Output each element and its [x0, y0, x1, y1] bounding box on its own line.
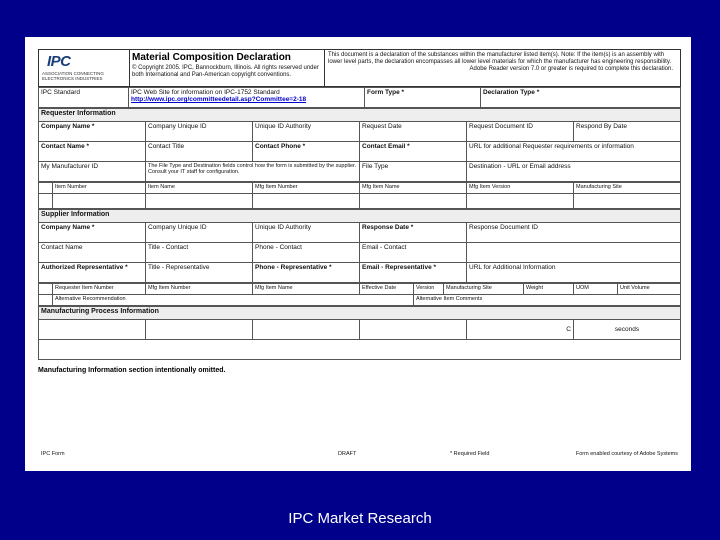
footer-adobe: Form enabled courtesy of Adobe Systems: [575, 451, 678, 457]
respond-by-date[interactable]: Respond By Date: [574, 122, 681, 142]
ipc-website-cell: [129, 88, 365, 108]
column-header: Requester Item Number: [53, 284, 146, 295]
mfg-process-field[interactable]: [360, 320, 467, 340]
requester-id-authority[interactable]: Unique ID Authority: [253, 122, 360, 142]
row-marker: [39, 194, 53, 209]
column-header: Weight: [524, 284, 574, 295]
form-title: Material Composition Declaration: [132, 52, 291, 63]
supplier-contact-name[interactable]: Contact Name: [39, 243, 146, 263]
declaration-form: [38, 49, 681, 374]
supplier-company-id[interactable]: Company Unique ID: [146, 223, 253, 243]
supplier-items-table: [38, 283, 681, 306]
manufacturing-site-input[interactable]: [574, 194, 681, 209]
supplier-id-authority[interactable]: Unique ID Authority: [253, 223, 360, 243]
representative-email[interactable]: Email - Representative *: [360, 263, 467, 283]
requester-table: [38, 108, 681, 182]
ipc-website-label: IPC Web Site for information on IPC-1752 Standard: [131, 89, 280, 96]
representative-phone[interactable]: Phone - Representative *: [253, 263, 360, 283]
requester-url[interactable]: URL for additional Requester requirements or information: [467, 142, 681, 162]
footer-draft: DRAFT: [338, 451, 357, 457]
mfg-item-name-input[interactable]: [360, 194, 467, 209]
requester-contact-name[interactable]: Contact Name *: [39, 142, 146, 162]
form-header: [38, 49, 681, 87]
requester-company-id[interactable]: Company Unique ID: [146, 122, 253, 142]
form-page: [25, 37, 691, 471]
supplier-empty-cell: [467, 243, 681, 263]
mfg-item-version-input[interactable]: [467, 194, 574, 209]
authorized-representative[interactable]: Authorized Representative *: [39, 263, 146, 283]
reader-note: Adobe Reader version 7.0 or greater is required to complete this declaration.: [469, 66, 673, 72]
row-marker: [39, 284, 53, 295]
my-manufacturer-id[interactable]: My Manufacturer ID: [39, 162, 146, 182]
standard-table: [38, 87, 681, 108]
ipc-logo-mark: IPC: [47, 53, 71, 70]
column-header: Version: [414, 284, 444, 295]
ipc-website-link[interactable]: http://www.ipc.org/committeedetail.asp?Committee=2-18: [131, 96, 307, 103]
column-header: Item Number: [53, 183, 146, 194]
notice-text: This document is a declaration of the substances within the manufacturer listed item(s). Note: If the item(s) is an assembly with lower level parts, the declaration encompasses all lower level materials for which the manufacturer has engineering responsibility.: [328, 52, 672, 65]
mfg-process-field[interactable]: [39, 320, 146, 340]
form-type-field[interactable]: Form Type *: [365, 88, 481, 108]
mfg-process-details[interactable]: [39, 340, 681, 360]
mfg-item-number-input[interactable]: [253, 194, 360, 209]
requester-items-table: [38, 182, 681, 209]
item-number-input[interactable]: [53, 194, 146, 209]
supplier-company-name[interactable]: Company Name *: [39, 223, 146, 243]
alternative-item-comments[interactable]: Alternative Item Comments: [414, 295, 681, 306]
requester-contact-phone[interactable]: Contact Phone *: [253, 142, 360, 162]
manufacturing-section-title: Manufacturing Process Information: [39, 307, 681, 320]
file-type-note: The File Type and Destination fields control how the form is submitted by the supplier. Consult your IT staff for configuration.: [146, 162, 360, 182]
supplier-section-title: Supplier Information: [39, 210, 681, 223]
footer-ipc-form: IPC Form: [41, 451, 65, 457]
column-header: Mfg Item Name: [360, 183, 467, 194]
footer-required: * Required Field: [450, 451, 490, 457]
supplier-contact-email[interactable]: Email - Contact: [360, 243, 467, 263]
copyright-text: © Copyright 2005. IPC, Bannockburn, Illinois. All rights reserved under both International and Pan-American copyright conventions.: [132, 65, 319, 78]
mfg-process-field[interactable]: [253, 320, 360, 340]
supplier-contact-title[interactable]: Title - Contact: [146, 243, 253, 263]
item-name-input[interactable]: [146, 194, 253, 209]
supplier-contact-phone[interactable]: Phone - Contact: [253, 243, 360, 263]
request-document-id[interactable]: Request Document ID: [467, 122, 574, 142]
manufacturing-omitted-note: Manufacturing Information section intentionally omitted.: [38, 367, 226, 374]
supplier-table: [38, 209, 681, 283]
requester-company-name[interactable]: Company Name *: [39, 122, 146, 142]
alternative-recommendation[interactable]: Alternative Recommendation: [53, 295, 414, 306]
column-header: Item Name: [146, 183, 253, 194]
time-unit: seconds: [614, 326, 640, 333]
additional-info-url[interactable]: URL for Additional Information: [467, 263, 681, 283]
title-block: [129, 50, 325, 86]
column-header: Mfg Item Version: [467, 183, 574, 194]
destination-field[interactable]: Destination - URL or Email address: [467, 162, 681, 182]
requester-section-title: Requester Information: [39, 109, 681, 122]
peak-temperature-field[interactable]: [467, 320, 574, 340]
representative-title[interactable]: Title - Representative: [146, 263, 253, 283]
time-at-peak-field[interactable]: [574, 320, 681, 340]
temperature-unit: C: [566, 326, 571, 333]
column-header: Manufacturing Site: [574, 183, 681, 194]
column-header: Mfg Item Number: [253, 183, 360, 194]
column-header: Mfg Item Number: [146, 284, 253, 295]
response-date[interactable]: Response Date *: [360, 223, 467, 243]
notice-block: [325, 50, 680, 86]
column-header: Unit Volume: [618, 284, 681, 295]
column-header: Mfg Item Name: [253, 284, 360, 295]
requester-contact-title[interactable]: Contact Title: [146, 142, 253, 162]
ipc-standard-field[interactable]: IPC Standard: [39, 88, 129, 108]
requester-contact-email[interactable]: Contact Email *: [360, 142, 467, 162]
column-header: UOM: [574, 284, 618, 295]
row-marker: [39, 183, 53, 194]
response-document-id[interactable]: Response Document ID: [467, 223, 681, 243]
declaration-type-field[interactable]: Declaration Type *: [481, 88, 681, 108]
column-header: Manufacturing Site: [444, 284, 524, 295]
ipc-logo-subtitle: ASSOCIATION CONNECTING ELECTRONICS INDUSTRIES: [42, 71, 104, 81]
ipc-logo: [39, 50, 130, 86]
slide-caption: IPC Market Research: [288, 510, 432, 527]
request-date[interactable]: Request Date: [360, 122, 467, 142]
manufacturing-table: [38, 306, 681, 360]
column-header: Effective Date: [360, 284, 414, 295]
file-type-field[interactable]: File Type: [360, 162, 467, 182]
mfg-process-field[interactable]: [146, 320, 253, 340]
row-marker: [39, 295, 53, 306]
